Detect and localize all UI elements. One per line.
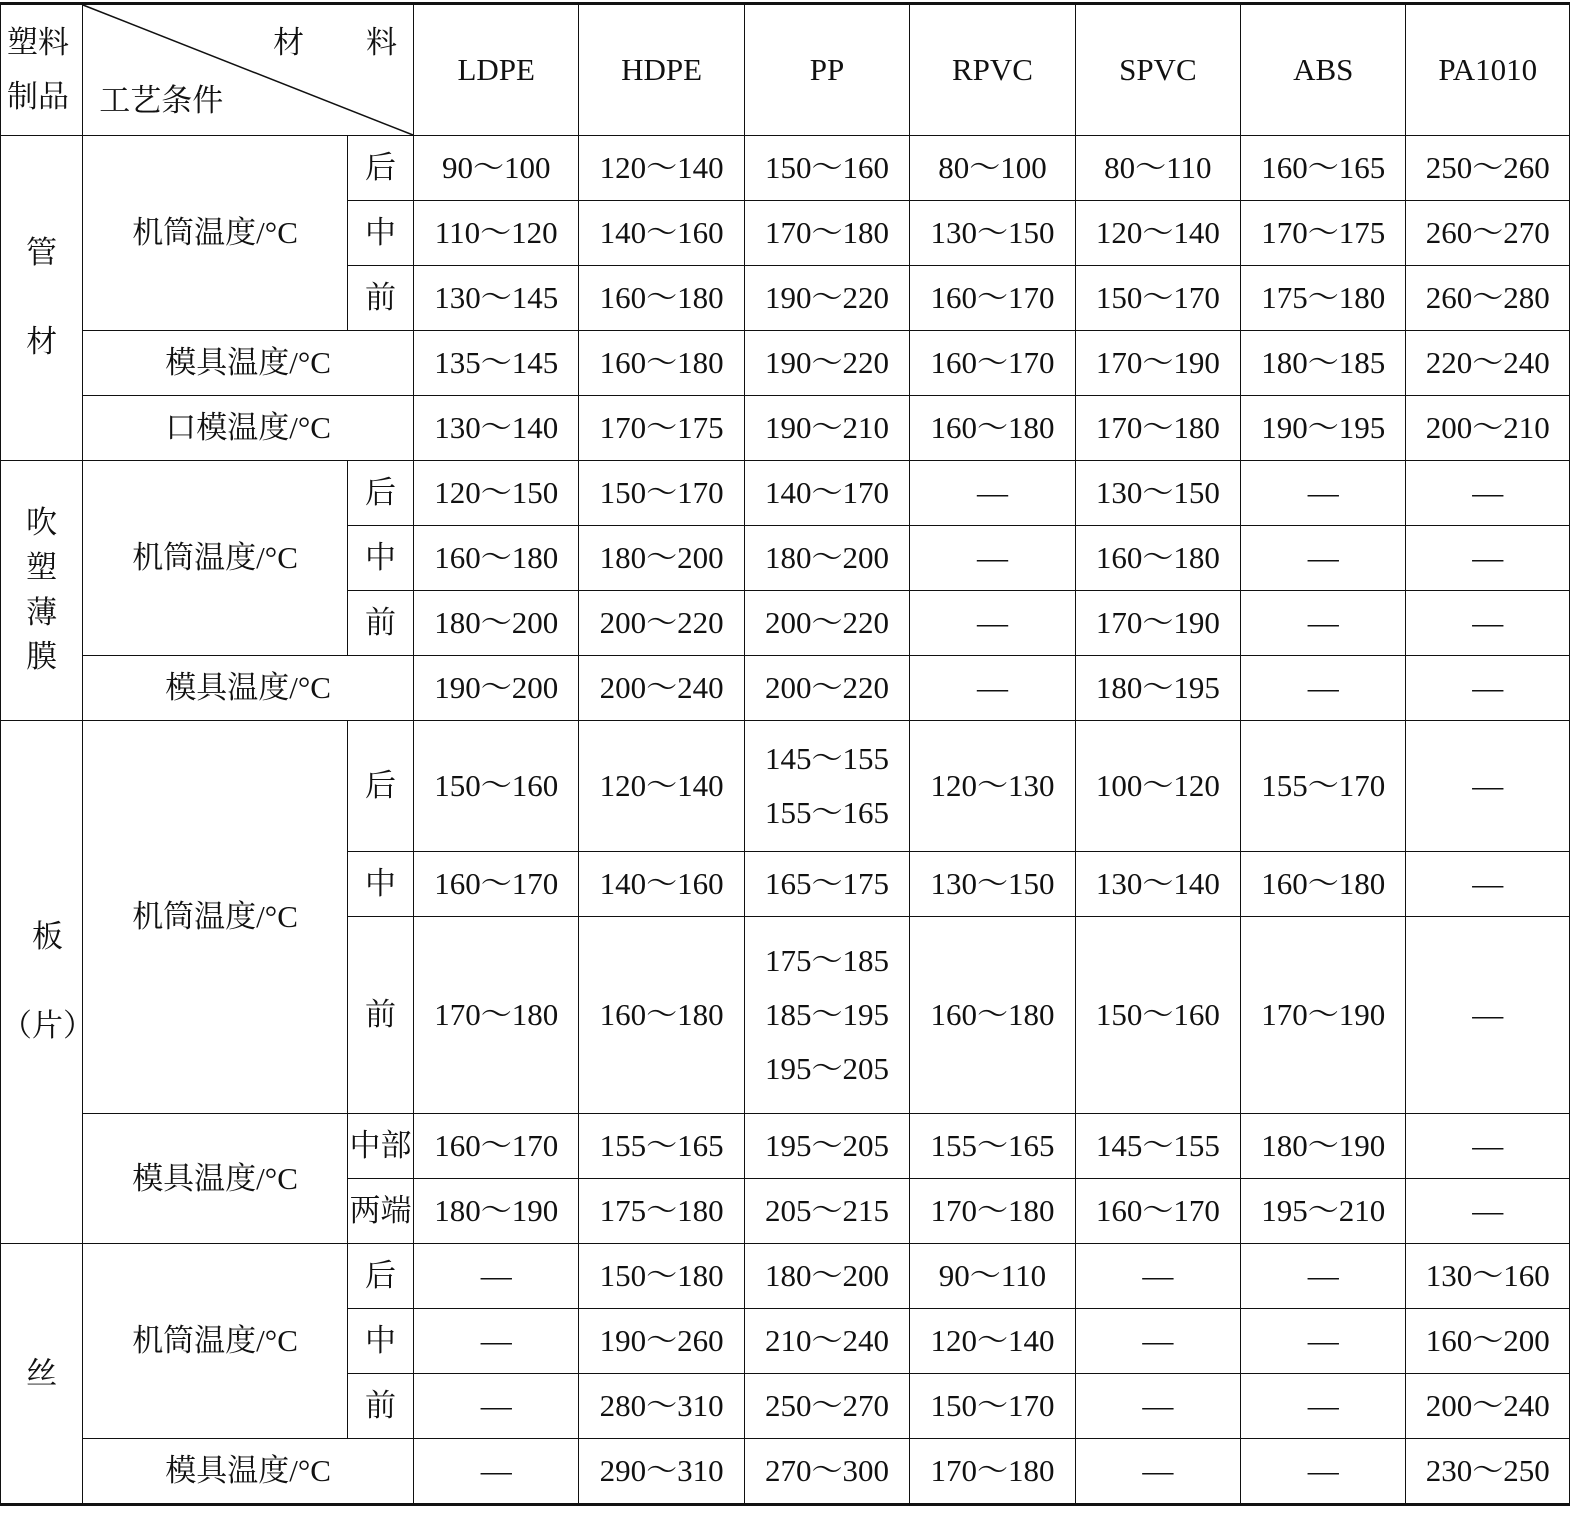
cell-line: 195～205: [765, 1051, 890, 1087]
table-cell: 110～120: [414, 201, 579, 266]
header-row: [1, 4, 1570, 136]
table-cell: 120～150: [414, 461, 579, 526]
table-row: [1, 656, 1570, 721]
table-cell: 150～160: [414, 721, 579, 852]
table-row: [1, 396, 1570, 461]
position-middle: 中: [347, 201, 413, 266]
table-cell: 190～220: [744, 266, 909, 331]
position-front: 前: [347, 266, 413, 331]
material-header: PP: [744, 4, 909, 136]
table-cell: 140～160: [579, 852, 744, 917]
category-char: 吹: [26, 504, 58, 540]
table-cell: 120～140: [1075, 201, 1240, 266]
category-blown-film: [1, 461, 83, 721]
table-row: [1, 1244, 1570, 1309]
table-cell: 180～200: [579, 526, 744, 591]
position-die-ends: 两端: [347, 1179, 413, 1244]
table-cell: 140～160: [579, 201, 744, 266]
table-cell: —: [1241, 656, 1406, 721]
table-cell: 250～260: [1406, 136, 1570, 201]
table-cell: 150～160: [744, 136, 909, 201]
barrel-temp-label: 机筒温度/°C: [83, 461, 348, 656]
table-cell: 230～250: [1406, 1439, 1570, 1505]
material-header: LDPE: [414, 4, 579, 136]
barrel-temp-label: 机筒温度/°C: [83, 136, 348, 331]
material-header: ABS: [1241, 4, 1406, 136]
position-die-middle: 中部: [347, 1114, 413, 1179]
position-rear: 后: [347, 721, 413, 852]
position-front: 前: [347, 591, 413, 656]
table-cell: 180～185: [1241, 331, 1406, 396]
table-cell: 160～180: [1241, 852, 1406, 917]
table-cell: 200～240: [1406, 1374, 1570, 1439]
table-cell: 170～180: [1075, 396, 1240, 461]
category-pipe: [1, 136, 83, 461]
table-cell: —: [910, 656, 1075, 721]
table-cell: 160～170: [1075, 1179, 1240, 1244]
table-cell: 160～200: [1406, 1309, 1570, 1374]
table-cell: 190～260: [579, 1309, 744, 1374]
table-cell: 130～150: [1075, 461, 1240, 526]
table-cell: 170～190: [1075, 331, 1240, 396]
table-cell: 250～270: [744, 1374, 909, 1439]
table-cell: 160～180: [579, 331, 744, 396]
table-cell-multi: [744, 721, 909, 852]
table-cell: 190～195: [1241, 396, 1406, 461]
table-cell: —: [414, 1309, 579, 1374]
table-cell: 170～175: [1241, 201, 1406, 266]
table-cell: —: [1241, 1244, 1406, 1309]
die-temp-label: 模具温度/°C: [83, 1114, 348, 1244]
table-cell: —: [1241, 526, 1406, 591]
position-middle: 中: [347, 852, 413, 917]
table-cell: —: [1406, 917, 1570, 1114]
table-cell: 180～190: [1241, 1114, 1406, 1179]
table-cell: 260～280: [1406, 266, 1570, 331]
table-cell: —: [1406, 526, 1570, 591]
table-cell: —: [1075, 1309, 1240, 1374]
table-cell: 160～170: [414, 852, 579, 917]
table-cell: —: [910, 591, 1075, 656]
table-cell: —: [1406, 461, 1570, 526]
table-row: [1, 461, 1570, 526]
table-cell: 150～180: [579, 1244, 744, 1309]
table-cell: —: [1241, 1309, 1406, 1374]
process-conditions-table: [0, 2, 1570, 1506]
table-cell: 160～180: [910, 396, 1075, 461]
table-cell: 280～310: [579, 1374, 744, 1439]
table-row: [1, 136, 1570, 201]
table-cell: —: [1406, 591, 1570, 656]
material-header: SPVC: [1075, 4, 1240, 136]
category-sheet: [1, 721, 94, 1244]
material-header: RPVC: [910, 4, 1075, 136]
material-header: HDPE: [579, 4, 744, 136]
table-cell: 190～200: [414, 656, 579, 721]
table-cell: 200～240: [579, 656, 744, 721]
table-cell: —: [910, 526, 1075, 591]
table-cell: 140～170: [744, 461, 909, 526]
category-filament: 丝: [1, 1244, 83, 1505]
table-cell: 180～200: [414, 591, 579, 656]
table-cell: —: [414, 1244, 579, 1309]
category-char: 膜: [26, 639, 58, 675]
barrel-temp-label: 机筒温度/°C: [83, 721, 348, 1114]
table-cell: 130～160: [1406, 1244, 1570, 1309]
product-header-line2: 制品: [7, 79, 69, 114]
table-cell: 120～140: [579, 136, 744, 201]
table-cell: 200～220: [744, 656, 909, 721]
table-row: [1, 1114, 1570, 1179]
table-cell: 80～110: [1075, 136, 1240, 201]
table-cell: 205～215: [744, 1179, 909, 1244]
table-cell: 145～155: [1075, 1114, 1240, 1179]
position-front: 前: [347, 917, 413, 1114]
table-cell: 195～210: [1241, 1179, 1406, 1244]
table-cell: —: [1075, 1439, 1240, 1505]
position-front: 前: [347, 1374, 413, 1439]
table-cell: 160～180: [910, 917, 1075, 1114]
table-cell: —: [414, 1374, 579, 1439]
table-cell: 90～100: [414, 136, 579, 201]
table-cell: 180～200: [744, 1244, 909, 1309]
table-cell: —: [1241, 461, 1406, 526]
table-cell: 170～180: [910, 1439, 1075, 1505]
table-cell: —: [910, 461, 1075, 526]
diagonal-header-cell: [83, 4, 414, 136]
table-cell: 220～240: [1406, 331, 1570, 396]
cell-line: 175～185: [765, 942, 890, 978]
position-middle: 中: [347, 1309, 413, 1374]
table-cell: 290～310: [579, 1439, 744, 1505]
table-row: [1, 721, 1570, 852]
table-cell: 190～220: [744, 331, 909, 396]
table-cell: —: [1406, 1114, 1570, 1179]
table-cell: 100～120: [1075, 721, 1240, 852]
table-cell: 190～210: [744, 396, 909, 461]
cell-line: 155～165: [765, 795, 890, 830]
table-cell: 200～210: [1406, 396, 1570, 461]
category-char: 管: [26, 234, 58, 270]
cell-line: 145～155: [765, 740, 890, 776]
table-cell: 130～150: [910, 852, 1075, 917]
conditions-header-label: 工艺条件: [99, 83, 224, 119]
category-char: 塑: [26, 549, 58, 585]
table-cell: 160～180: [579, 917, 744, 1114]
table-cell: 180～190: [414, 1179, 579, 1244]
table-cell: 180～200: [744, 526, 909, 591]
table-row: [1, 331, 1570, 396]
table-cell: 160～180: [1075, 526, 1240, 591]
table-cell: —: [1406, 852, 1570, 917]
table-cell: 270～300: [744, 1439, 909, 1505]
table-cell: 130～140: [1075, 852, 1240, 917]
table-cell: 150～170: [910, 1374, 1075, 1439]
table-cell: 160～165: [1241, 136, 1406, 201]
table-cell: 155～165: [910, 1114, 1075, 1179]
table-cell: —: [1406, 1179, 1570, 1244]
die-temp-label: 模具温度/°C: [83, 331, 414, 396]
position-middle: 中: [347, 526, 413, 591]
die-temp-label: 模具温度/°C: [83, 1439, 414, 1505]
table-cell: —: [1406, 721, 1570, 852]
table-row: [1, 1439, 1570, 1505]
table-cell: 170～190: [1075, 591, 1240, 656]
table-cell: 200～220: [579, 591, 744, 656]
table-cell: 170～180: [744, 201, 909, 266]
mouth-die-temp-label: 口模温度/°C: [83, 396, 414, 461]
table-cell: —: [1241, 1374, 1406, 1439]
table-cell: 150～170: [1075, 266, 1240, 331]
table-cell: 155～165: [579, 1114, 744, 1179]
position-rear: 后: [347, 1244, 413, 1309]
product-header-line1: 塑料: [7, 24, 69, 60]
table-cell: 120～140: [579, 721, 744, 852]
table-cell: 260～270: [1406, 201, 1570, 266]
barrel-temp-label: 机筒温度/°C: [83, 1244, 348, 1439]
table-cell: 170～175: [579, 396, 744, 461]
table-cell: 210～240: [744, 1309, 909, 1374]
material-header: PA1010: [1406, 4, 1570, 136]
die-temp-label: 模具温度/°C: [83, 656, 414, 721]
position-rear: 后: [347, 136, 413, 201]
table-cell: 155～170: [1241, 721, 1406, 852]
table-cell: 165～175: [744, 852, 909, 917]
table-cell: —: [1241, 591, 1406, 656]
table-cell-multi: [744, 917, 909, 1114]
table-cell: 170～180: [910, 1179, 1075, 1244]
table-cell: 160～180: [579, 266, 744, 331]
table-cell: 160～180: [414, 526, 579, 591]
table-cell: 160～170: [910, 266, 1075, 331]
table-cell: 130～150: [910, 201, 1075, 266]
table-cell: —: [414, 1439, 579, 1505]
table-cell: 120～140: [910, 1309, 1075, 1374]
table-cell: 175～180: [1241, 266, 1406, 331]
table-cell: 150～160: [1075, 917, 1240, 1114]
table-cell: —: [1075, 1374, 1240, 1439]
materials-header-label: 材 料: [273, 25, 398, 60]
category-char: （片）: [1, 1008, 94, 1044]
table-cell: 195～205: [744, 1114, 909, 1179]
table-cell: 130～140: [414, 396, 579, 461]
cell-line: 185～195: [765, 996, 890, 1032]
category-char: 材: [26, 324, 58, 360]
table-cell: 200～220: [744, 591, 909, 656]
position-rear: 后: [347, 461, 413, 526]
table-cell: —: [1075, 1244, 1240, 1309]
table-cell: 120～130: [910, 721, 1075, 852]
table-cell: 135～145: [414, 331, 579, 396]
table-cell: 170～190: [1241, 917, 1406, 1114]
table-cell: —: [1406, 656, 1570, 721]
table-cell: 175～180: [579, 1179, 744, 1244]
table-cell: 170～180: [414, 917, 579, 1114]
table-cell: 180～195: [1075, 656, 1240, 721]
category-char: 薄: [26, 594, 58, 630]
table-cell: 130～145: [414, 266, 579, 331]
table-cell: 150～170: [579, 461, 744, 526]
category-char: 板: [32, 918, 63, 954]
table-cell: 160～170: [910, 331, 1075, 396]
table-cell: 80～100: [910, 136, 1075, 201]
product-header-cell: [1, 4, 83, 136]
table-cell: 160～170: [414, 1114, 579, 1179]
table-cell: 90～110: [910, 1244, 1075, 1309]
table-cell: —: [1241, 1439, 1406, 1505]
